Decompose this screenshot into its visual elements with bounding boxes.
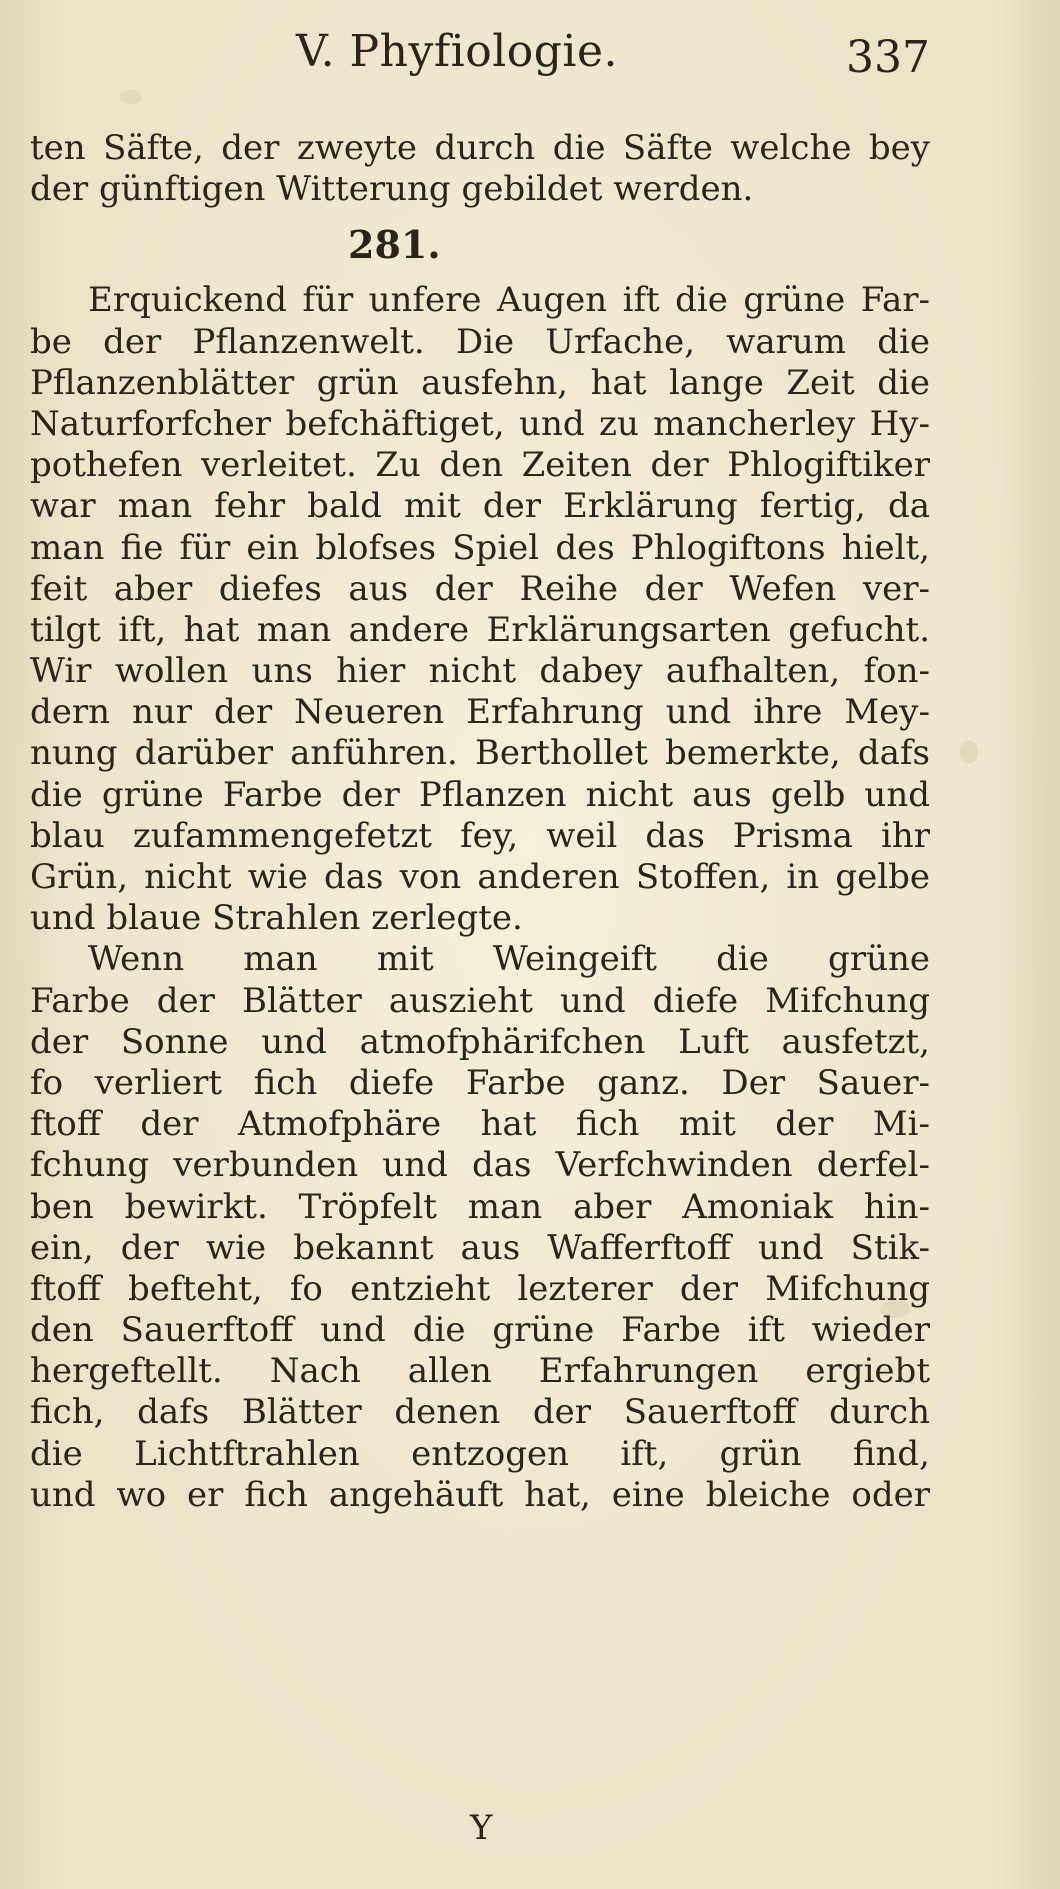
text-line: und wo er fich angehäuft hat, eine bleiche oder bbox=[30, 1474, 930, 1515]
text-line: den Sauerftoff und die grüne Farbe ift wieder bbox=[30, 1310, 930, 1351]
body-text bbox=[30, 128, 930, 1516]
signature-mark: Y bbox=[470, 1808, 493, 1848]
text-line: Erquickend für unfere Augen ift die grüne Far- bbox=[88, 280, 930, 321]
text-line: war man fehr bald mit der Erklärung fertig, da bbox=[30, 486, 930, 527]
text-line: be der Pflanzenwelt. Die Urfache, warum die bbox=[30, 321, 930, 362]
text-line: und blaue Strahlen zerlegte. bbox=[30, 898, 523, 939]
text-line: man fie für ein blofses Spiel des Phlogiftons hielt, bbox=[30, 527, 930, 568]
paragraph-experiment bbox=[30, 939, 930, 1516]
text-line: nung darüber anführen. Berthollet bemerkte, dafs bbox=[30, 733, 930, 774]
text-line: die Lichtftrahlen entzogen ift, grün find, bbox=[30, 1433, 930, 1474]
text-line: ten Säfte, der zweyte durch die Säfte welche bey bbox=[30, 128, 930, 168]
text-line: Grün, nicht wie das von anderen Stoffen, in gelbe bbox=[30, 857, 930, 897]
text-line: ben bewirkt. Tröpfelt man aber Amoniak hin- bbox=[30, 1186, 930, 1227]
text-line: Naturforfcher befchäftiget, und zu mancherley Hy- bbox=[30, 403, 930, 444]
text-line: feit aber diefes aus der Reihe der Wefen ver- bbox=[30, 568, 930, 609]
text-line: tilgt ift, hat man andere Erklärungsarten gefucht. bbox=[30, 609, 930, 650]
text-line: pothefen verleitet. Zu den Zeiten der Phlogiftiker bbox=[30, 445, 930, 486]
text-line: fo verliert fich diefe Farbe ganz. Der Sauer- bbox=[30, 1062, 930, 1103]
paper-stain bbox=[960, 740, 978, 764]
text-line: hergeftellt. Nach allen Erfahrungen ergiebt bbox=[30, 1351, 930, 1392]
text-line: die grüne Farbe der Pflanzen nicht aus gelb und bbox=[30, 774, 930, 815]
text-line: der günftigen Witterung gebildet werden. bbox=[30, 169, 754, 210]
text-line: fich, dafs Blätter denen der Sauerftoff durch bbox=[30, 1392, 930, 1433]
section-number: 281. bbox=[348, 222, 441, 268]
text-line: Wir wollen uns hier nicht dabey aufhalten, fon- bbox=[30, 651, 930, 692]
text-line: Wenn man mit Weingeift die grüne bbox=[88, 939, 930, 980]
text-line: blau zufammengefetzt fey, weil das Prisma ihr bbox=[30, 815, 930, 856]
text-line: ftoff befteht, fo entzieht lezterer der Mifchung bbox=[30, 1268, 930, 1309]
page-header bbox=[0, 24, 1060, 104]
page-number: 337 bbox=[846, 32, 930, 83]
text-line: ftoff der Atmofphäre hat fich mit der Mi- bbox=[30, 1104, 930, 1145]
running-head: V. Phyfiologie. bbox=[296, 26, 619, 77]
text-line: der Sonne und atmofphärifchen Luft ausfetzt, bbox=[30, 1021, 930, 1062]
text-line: dern nur der Neueren Erfahrung und ihre Mey- bbox=[30, 692, 930, 733]
paragraph-green-color bbox=[30, 280, 930, 939]
text-line: Pflanzenblätter grün ausfehn, hat lange Zeit die bbox=[30, 362, 930, 403]
text-line: fchung verbunden und das Verfchwinden derfel- bbox=[30, 1145, 930, 1186]
text-line: ein, der wie bekannt aus Wafferftoff und Stik- bbox=[30, 1227, 930, 1268]
text-line: Farbe der Blätter auszieht und diefe Mifchung bbox=[30, 980, 930, 1021]
